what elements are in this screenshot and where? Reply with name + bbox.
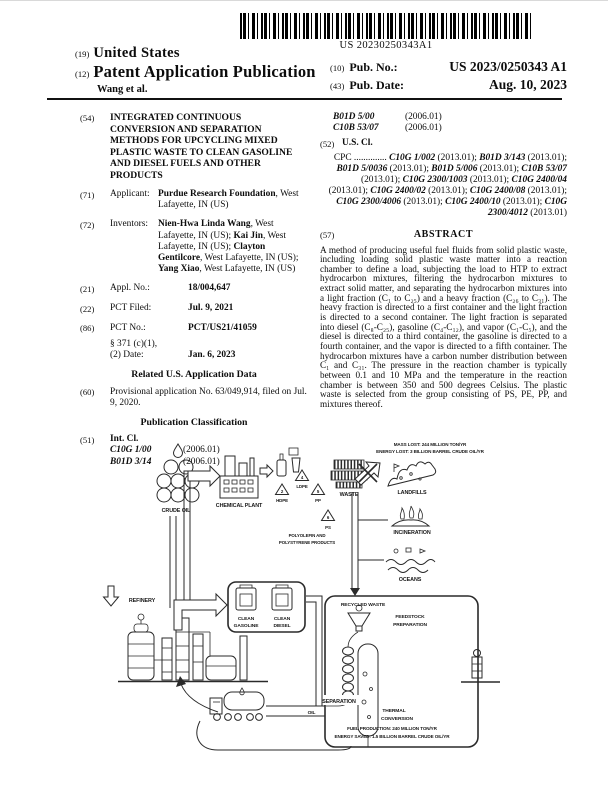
appl-no-value: 18/004,647 <box>188 283 231 294</box>
s371-date-value: Jan. 6, 2023 <box>188 350 236 361</box>
appl-no-label: Appl. No.: <box>110 283 150 294</box>
pct-filed-block <box>80 303 308 315</box>
hdpe-label: HDPE <box>276 498 288 503</box>
landfills-icon <box>388 462 436 486</box>
tanker-truck-icon <box>210 688 264 720</box>
s371-label: § 371 (c)(1), <box>110 339 158 350</box>
invention-title: INTEGRATED CONTINUOUS CONVERSION AND SEPARATION METHODS FOR UPCYCLING MIXED PLASTIC WASTE TO CLEAN GASOLINE AND DIESEL FUELS AND OTHER PRODUCTS <box>110 112 293 181</box>
code-43: (43) <box>330 81 345 91</box>
pct-no-block <box>80 323 308 362</box>
clean-gasoline-label-2: GASOLINE <box>233 624 259 629</box>
feedstock-funnel-icon <box>348 605 370 631</box>
pp-label: PP <box>315 498 321 503</box>
code-10: (10) <box>330 63 345 73</box>
applicant-value: Purdue Research Foundation, West Lafayette, IN (US) <box>158 189 299 211</box>
oil-label: OIL <box>307 711 316 716</box>
ldpe-label: LDPE <box>296 484 308 489</box>
separation-coil-icon <box>326 632 358 706</box>
int-cl-item: C10G 1/00 (2006.01) <box>110 445 220 456</box>
mass-lost-label: MASS LOST: 244 MILLION TON/YR <box>393 442 467 447</box>
recycle-code-hdpe <box>276 484 289 503</box>
gasoline-jug-icon <box>236 585 256 610</box>
right-column <box>320 112 567 410</box>
oil-pump-icon <box>461 650 500 683</box>
oceans-icon <box>386 548 435 573</box>
feedstock-label-1: FEEDSTOCK <box>395 615 425 620</box>
code-71: (71) <box>80 189 95 200</box>
clean-gasoline-label-1: CLEAN <box>237 617 255 622</box>
pub-no-value: US 2023/0250343 A1 <box>449 59 567 74</box>
thermal-label-2: CONVERSION <box>381 717 413 722</box>
s371-date-label: (2) Date: <box>110 350 144 361</box>
us-cl-label: U.S. Cl. <box>342 138 373 148</box>
us-cl-block <box>320 138 567 150</box>
pct-no-label: PCT No.: <box>110 322 146 333</box>
recycled-waste-label: RECYCLED WASTE <box>340 603 386 608</box>
scan-edge <box>0 0 608 1</box>
polyolefin-label-1: POLYOLEFIN AND <box>288 533 326 538</box>
code-52: (52) <box>320 138 335 149</box>
recycle-6: 6 <box>326 515 330 520</box>
crude-oil-label: CRUDE OIL <box>161 508 191 514</box>
refinery-down-arrow <box>104 586 119 606</box>
recycle-4: 4 <box>300 475 304 480</box>
diesel-jug-icon <box>272 585 292 610</box>
provisional-block <box>80 387 308 409</box>
waste-label: WASTE <box>339 492 359 498</box>
waste-down-pipe <box>350 492 388 596</box>
energy-lost-label: ENERGY LOST: 3 BILLION BARREL CRUDE OIL/YR <box>376 449 484 454</box>
related-data-heading: Related U.S. Application Data <box>131 369 257 381</box>
thermal-label-1: THERMAL <box>382 709 406 714</box>
int-cl-label: Int. Cl. <box>110 434 139 445</box>
fuel-production-label: FUEL PRODUCTION: 240 MILLION TON/YR <box>347 726 437 731</box>
recycle-5: 5 <box>316 489 320 494</box>
clean-diesel-label-2: DIESEL <box>273 624 291 629</box>
barcode-number: US 20230250343A1 <box>339 40 433 51</box>
abstract-text: A method of producing useful fuel fluids from solid plastic waste, including loading solid plastic waste matter into a reaction chamber to define a load, subjecting the load to HTP to extract hydrocarbon mixtures, filtering the hydrocarbon mixtures to extract solid matter, and separating the hydrocarbon mixtures into a light fraction (C₁ to C₂₅) and a heavy fraction (C₂₆ to C₃₁). The heavy fraction is directed to a first container and the light fraction is directed to a second container. The light fraction is separated into diesel (C₈-C₂₅), gasoline (C₄-C₁₂), and vapor (C₁-C₅), and the diesel is directed to a third container, the gasoline is directed to a fourth container, and the vapor is directed to a fifth container. The hydrocarbon mixtures have a carbon number distribution between C₁ and C₃₁. The pressure in the reaction chamber is typically between 0.1 and 10 MPa and the temperature in the reaction chamber is between 350 and 500 degrees Celsius. The plastic waste is selected from the group consisting of PS, PE, PP, and mixtures thereof. <box>320 244 567 409</box>
feed-pipe <box>184 471 190 608</box>
country-name: United States <box>93 45 180 61</box>
arrow-to-products <box>260 465 273 477</box>
figure-diagram <box>70 434 575 766</box>
pub-date-label: Pub. Date: <box>349 78 404 92</box>
oceans-label: OCEANS <box>398 577 422 583</box>
code-21: (21) <box>80 283 95 294</box>
appl-no-block <box>80 283 308 295</box>
recycle-2: 2 <box>280 489 284 494</box>
code-57: (57) <box>320 229 335 240</box>
chemical-plant-label: CHEMICAL PLANT <box>215 503 263 509</box>
publication-kind: Patent Application Publication <box>93 62 316 81</box>
code-22: (22) <box>80 303 95 314</box>
left-column <box>80 112 308 468</box>
int-cl-item: B01D 3/14 (2006.01) <box>110 456 220 467</box>
header-divider <box>47 98 562 100</box>
crude-oil-pipe <box>170 516 176 608</box>
ps-label: PS <box>325 525 331 530</box>
recycle-code-ldpe <box>296 470 309 489</box>
pub-classification-heading: Publication Classification <box>140 417 248 429</box>
code-72: (72) <box>80 219 95 230</box>
figure-stats-top <box>376 442 484 454</box>
pct-filed-label: PCT Filed: <box>110 303 152 314</box>
code-60: (60) <box>80 387 95 398</box>
code-12: (12) <box>75 69 90 79</box>
applicant-label: Applicant: <box>110 189 150 199</box>
code-86: (86) <box>80 323 95 334</box>
feedstock-label-2: PREPARATION <box>393 623 427 628</box>
energy-saved-label: ENERGY SAVED: 1.5 BILLION BARREL CRUDE OIL/YR <box>334 734 450 739</box>
incineration-label: INCINERATION <box>393 530 431 536</box>
plastic-products-icons <box>277 448 300 476</box>
refinery-label: REFINERY <box>128 598 156 604</box>
code-19: (19) <box>75 49 90 59</box>
inventors-block <box>80 219 308 275</box>
int-cl-item: B01D 5/00 (2006.01) <box>333 112 442 122</box>
barcode <box>240 13 532 39</box>
applicant-block <box>80 189 308 211</box>
incineration-icon <box>392 506 429 526</box>
recycle-code-pp <box>312 484 325 503</box>
header-kind <box>75 62 316 82</box>
separation-label: SEPARATION <box>322 699 356 705</box>
pub-date-value: Aug. 10, 2023 <box>488 77 567 92</box>
pub-no-line <box>330 59 567 75</box>
clean-diesel-label-1: CLEAN <box>273 617 291 622</box>
pct-filed-value: Jul. 9, 2021 <box>188 303 234 314</box>
int-cl-item: C10B 53/07 (2006.01) <box>333 123 442 133</box>
arrow-to-clean-fuels <box>174 594 227 630</box>
chemical-plant-icon <box>220 456 258 498</box>
inventors-label: Inventors: <box>110 219 149 230</box>
landfills-label: LANDFILLS <box>397 490 427 496</box>
inventors-value: Nien-Hwa Linda Wang, West Lafayette, IN (US); Kai Jin, West Lafayette, IN (US); Clayton Gentilcore, West Lafayette, IN (US); Yang Xiao, West Lafayette, IN (US) <box>158 219 299 275</box>
title-block <box>80 112 308 181</box>
pub-date-line <box>330 77 567 93</box>
clean-fuels-box <box>228 582 305 632</box>
abstract-heading: (57) ABSTRACT <box>320 228 474 240</box>
author-line: Wang et al. <box>97 84 148 95</box>
pub-no-label: Pub. No.: <box>349 60 398 74</box>
header-country <box>75 44 180 62</box>
pct-no-value: PCT/US21/41059 <box>188 322 257 333</box>
polyolefin-label-2: POLYSTYRENE PRODUCTS <box>278 540 336 545</box>
provisional-text: Provisional application No. 63/049,914, filed on Jul. 9, 2020. <box>110 386 307 408</box>
code-51: (51) <box>80 434 95 445</box>
cpc-codes: CPC .............. C10G 1/002 (2013.01); B01D 3/143 (2013.01); B01D 5/0036 (2013.01); B01D 5/006 (2013.01); C10B 53/07 (2013.01); C10G 2300/1003 (2013.01); C10G 2400/04 (2013.01); C10G 2400/02 (2013.01); C10G 2400/08 (2013.01); C10G 2300/4006 (2013.01); C10G 2400/10 (2013.01); C10G 2300/4012 (2013.01) <box>328 152 567 218</box>
recycle-code-ps <box>322 510 335 530</box>
code-54: (54) <box>80 112 95 123</box>
